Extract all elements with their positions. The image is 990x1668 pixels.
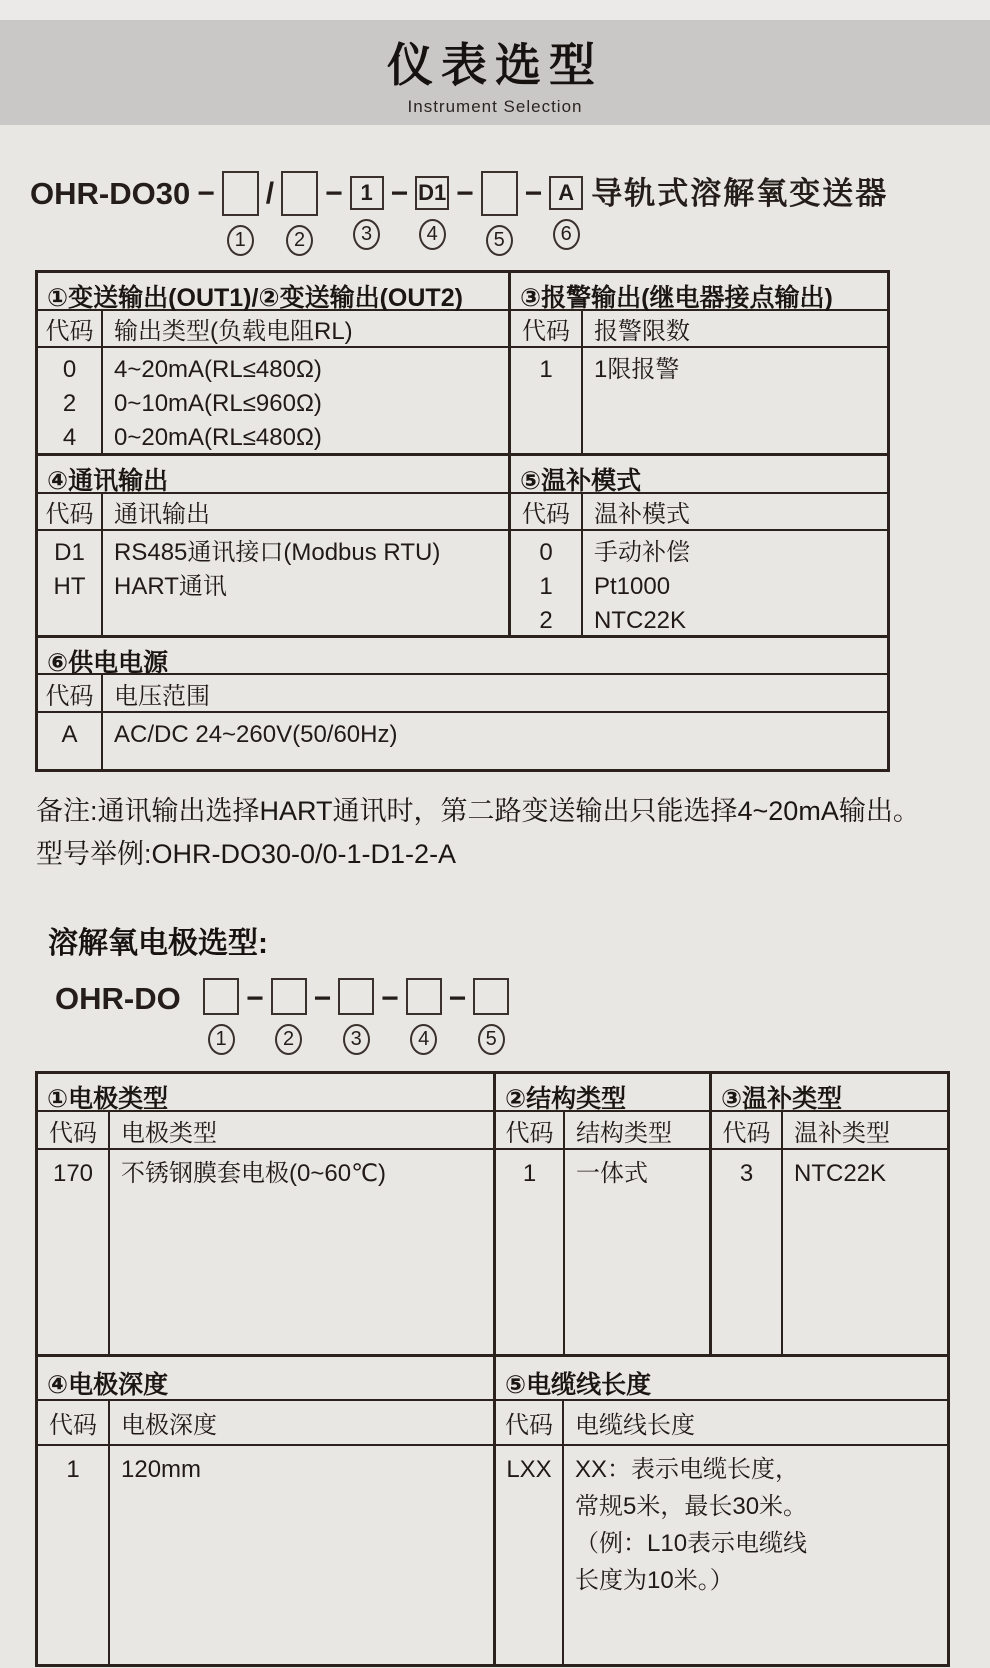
desc-value: 手动补偿 [594, 539, 690, 566]
code-value: 3 [739, 1160, 754, 1187]
separator-dash: − [197, 177, 215, 210]
desc-value: RS485通讯接口(Modbus RTU) [114, 539, 441, 566]
section-tempcomp-type [709, 1074, 947, 1354]
section-cable-length [493, 1357, 947, 1664]
separator-dash: − [313, 982, 332, 1015]
electrode-selection-heading: 溶解氧电极选型: [48, 927, 268, 960]
code-value: 2 [539, 607, 553, 634]
code-cell [511, 348, 583, 453]
model-box-5 [473, 978, 509, 1015]
circled-number-5: 5 [486, 225, 513, 256]
column-header-desc: 电压范围 [114, 682, 210, 710]
column-header-desc: 电极类型 [121, 1119, 217, 1147]
separator-dash: − [246, 982, 264, 1015]
band-power-supply [38, 635, 887, 769]
desc-value: NTC22K [594, 607, 687, 634]
code-cell [496, 1446, 564, 1664]
desc-cell [564, 1446, 947, 1664]
column-header-code: 代码 [511, 311, 583, 346]
model-box-1 [203, 978, 239, 1015]
desc-value: 不锈钢膜套电极(0~60℃) [121, 1160, 386, 1187]
section-title: ④电极深度 [38, 1357, 493, 1401]
model-slot-2 [281, 171, 318, 256]
model-code-line-transmitter [30, 171, 990, 256]
band-depth-cable [38, 1354, 947, 1664]
section-title: ②结构类型 [496, 1074, 709, 1112]
model-slot-6 [549, 171, 583, 250]
circled-number-2: 2 [286, 225, 313, 256]
column-header-code: 代码 [38, 311, 103, 346]
section-title: ①变送输出(OUT1)/②变送输出(OUT2) [38, 273, 508, 311]
section-electrode-type [38, 1074, 493, 1354]
circled-number-4: 4 [419, 219, 446, 250]
column-header-code: 代码 [38, 675, 103, 711]
note-model-example: 型号举例:OHR-DO30-0/0-1-D1-2-A [36, 839, 457, 869]
section-alarm-output [508, 273, 887, 453]
column-header-code: 代码 [496, 1112, 565, 1148]
desc-value: 一体式 [576, 1160, 648, 1187]
column-header-code: 代码 [496, 1401, 564, 1444]
model-slot-1 [222, 171, 259, 256]
model-slot-5 [481, 171, 518, 256]
circled-number-1: 1 [208, 1024, 235, 1055]
note-remark: 备注:通讯输出选择HART通讯时，第二路变送输出只能选择4~20mA输出。 [36, 796, 920, 826]
section-title: ③报警输出(继电器接点输出) [511, 273, 887, 311]
desc-value: AC/DC 24~260V(50/60Hz) [114, 721, 398, 748]
electrode-selection-table [35, 1071, 950, 1667]
section-title: ⑤电缆线长度 [496, 1357, 947, 1401]
separator-dash: − [381, 982, 399, 1015]
section-power-supply [38, 638, 887, 769]
column-header-desc: 通讯输出 [114, 501, 210, 528]
section-transmit-output [38, 273, 508, 453]
column-header-desc: 温补类型 [794, 1119, 890, 1147]
model-prefix: OHR-DO [55, 981, 181, 1016]
section-title: ①电极类型 [38, 1074, 493, 1112]
code-value: 2 [62, 390, 77, 417]
code-cell [38, 531, 103, 635]
separator-slash: / [265, 177, 275, 210]
desc-cell [565, 1150, 709, 1354]
code-cell [511, 531, 583, 638]
code-value: HT [53, 573, 86, 600]
section-title: ④通讯输出 [38, 456, 508, 494]
code-cell [496, 1150, 565, 1354]
column-header-desc: 结构类型 [576, 1119, 672, 1147]
code-cell [38, 348, 103, 455]
column-header-desc: 电缆线长度 [575, 1412, 695, 1439]
desc-cell [103, 531, 508, 635]
band-comm-tempcomp [38, 453, 887, 635]
model-description: 导轨式溶解氧变送器 [591, 176, 889, 211]
model-box-2 [271, 978, 307, 1015]
section-comm-output [38, 456, 508, 635]
model-box-3: 1 [350, 176, 384, 210]
desc-value: 1限报警 [594, 356, 680, 383]
desc-cell [783, 1150, 947, 1354]
model-slot-1 [203, 976, 239, 1055]
code-value: 170 [52, 1160, 94, 1187]
model-slot-4 [415, 171, 449, 250]
model-box-1 [222, 171, 259, 216]
column-header-desc: 输出类型(负载电阻RL) [114, 318, 353, 345]
separator-dash: − [456, 177, 474, 210]
section-title: ⑤温补模式 [511, 456, 887, 494]
column-header-code: 代码 [38, 1401, 110, 1444]
desc-cell [103, 713, 887, 769]
model-code-line-electrode [55, 976, 990, 1055]
column-header-code: 代码 [38, 1112, 110, 1148]
column-header-code: 代码 [712, 1112, 783, 1148]
column-header-desc: 电极深度 [121, 1412, 217, 1439]
desc-value: 120mm [121, 1456, 202, 1483]
band-output-alarm [38, 273, 887, 453]
separator-dash: − [390, 177, 409, 210]
top-strip [0, 0, 990, 20]
model-prefix: OHR-DO30 [30, 176, 191, 211]
separator-dash: − [325, 177, 343, 210]
code-value: LXX [506, 1456, 552, 1483]
desc-cell [110, 1150, 493, 1354]
separator-dash: − [524, 177, 543, 210]
column-header-code: 代码 [38, 494, 103, 529]
desc-value: NTC22K [794, 1160, 887, 1187]
desc-cell [583, 531, 887, 638]
transmitter-selection-table [35, 270, 890, 772]
desc-value: 长度为10米。） [575, 1567, 734, 1594]
page-title: 仪表选型 [387, 38, 603, 91]
circled-number-2: 2 [275, 1024, 302, 1055]
code-cell [38, 1446, 110, 1664]
column-header-desc: 温补模式 [594, 501, 690, 528]
model-slot-3 [350, 171, 384, 250]
code-value: 1 [539, 356, 553, 383]
code-cell [712, 1150, 783, 1354]
code-value: 1 [539, 573, 553, 600]
desc-value: 0~20mA(RL≤480Ω) [114, 424, 322, 451]
code-value: 0 [539, 539, 553, 566]
model-box-4 [406, 978, 442, 1015]
section-title: ③温补类型 [712, 1074, 947, 1112]
circled-number-6: 6 [553, 219, 580, 250]
model-box-5 [481, 171, 518, 216]
column-header-code: 代码 [511, 494, 583, 529]
section-title: ⑥供电电源 [38, 638, 887, 675]
circled-number-4: 4 [410, 1024, 437, 1055]
code-cell [38, 713, 103, 769]
page-header [0, 20, 990, 125]
section-structure-type [493, 1074, 709, 1354]
desc-cell [110, 1446, 493, 1664]
desc-cell [583, 348, 887, 453]
model-box-2 [281, 171, 318, 216]
section-electrode-depth [38, 1357, 493, 1664]
circled-number-3: 3 [353, 219, 380, 250]
circled-number-1: 1 [227, 225, 254, 256]
desc-value: 0~10mA(RL≤960Ω) [114, 390, 322, 417]
desc-value: 4~20mA(RL≤480Ω) [114, 356, 322, 383]
desc-value: XX：表示电缆长度， [575, 1456, 800, 1483]
code-cell [38, 1150, 110, 1354]
model-slot-2 [271, 976, 307, 1055]
circled-number-3: 3 [343, 1024, 370, 1055]
model-box-4: D1 [415, 176, 449, 210]
section-temp-comp-mode [508, 456, 887, 635]
code-value: 1 [66, 1456, 80, 1483]
code-value: 0 [62, 356, 77, 383]
model-box-3 [338, 978, 374, 1015]
desc-cell [103, 348, 508, 455]
model-slot-3 [338, 976, 374, 1055]
code-value: D1 [54, 539, 85, 566]
notes-block [36, 790, 990, 876]
code-value: 1 [522, 1160, 537, 1187]
page-subtitle: Instrument Selection [407, 96, 583, 116]
model-slot-4 [406, 976, 442, 1055]
column-header-desc: 报警限数 [594, 318, 690, 345]
desc-value: 常规5米，最长30米。 [575, 1493, 808, 1520]
code-value: 4 [62, 424, 77, 451]
desc-value: Pt1000 [594, 573, 671, 600]
model-slot-5 [473, 976, 509, 1055]
model-box-6: A [549, 176, 583, 210]
code-value: A [61, 721, 78, 748]
separator-dash: − [448, 982, 467, 1015]
desc-value: HART通讯 [114, 573, 227, 600]
band-electrode-type [38, 1074, 947, 1354]
circled-number-5: 5 [478, 1024, 505, 1055]
desc-value: （例：L10表示电缆线 [575, 1530, 808, 1557]
